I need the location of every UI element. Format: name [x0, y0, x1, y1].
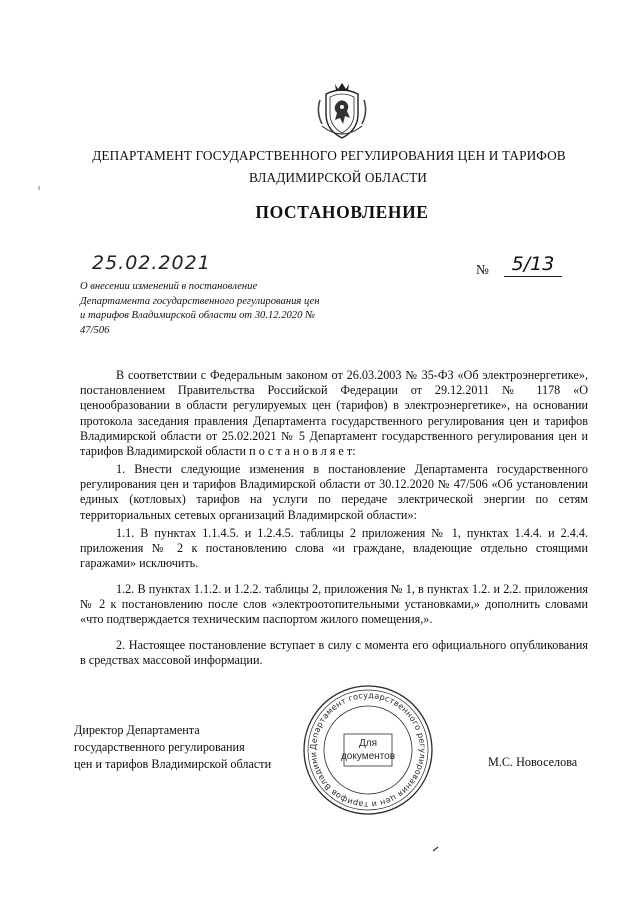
signer-name: М.С. Новоселова [488, 755, 578, 769]
seal-center-line1: Для [358, 738, 378, 749]
pen-mark [432, 839, 440, 845]
number-label: № [476, 262, 489, 277]
item-1-2-paragraph [80, 582, 588, 628]
preamble-paragraph [80, 368, 588, 459]
signer-position-line2: государственного регулирования [74, 740, 245, 754]
item-1-paragraph [80, 462, 588, 523]
margin-mark [38, 186, 40, 190]
signer-position-line3: цен и тарифов Владимирской области [74, 757, 272, 771]
item-2-paragraph [80, 638, 588, 668]
item-1-text: 1. Внести следующие изменения в постановление Департамента государственного регулирования цен и тарифов Владимирской области от 30.12.2020 № 47/506 «Об установлении единых (котловых) тарифов на услуги по передаче электрической энергии по сетям территориальных сетевых организаций Владимирской области»: [80, 462, 588, 522]
item-1-1-text: 1.1. В пунктах 1.1.4.5. и 1.2.4.5. таблицы 2 приложения № 1, пунктах 1.4.4. и 2.4.4. приложения № 2 к постановлению слова «и граждане, владеющие отдельно стоящими гаражами» исключить. [80, 526, 588, 571]
document-subject: О внесении изменений в постановление Департамента государственного регулирования цен и тарифов Владимирской области от 30.12.2020 № 47/506 [80, 281, 320, 336]
official-seal-stamp [300, 682, 436, 818]
coat-of-arms-icon [314, 80, 370, 142]
seal-ring-text: Департамент государственного регулирования цен и тарифов Владими [307, 689, 429, 811]
signer-position [74, 722, 304, 773]
document-number: 5/13 [504, 252, 562, 277]
department-name-line1: ДЕПАРТАМЕНТ ГОСУДАРСТВЕННОГО РЕГУЛИРОВАНИЯ ЦЕН И ТАРИФОВ [92, 148, 566, 163]
document-date: 25.02.2021 [92, 252, 211, 274]
document-type-title: ПОСТАНОВЛЕНИЕ [255, 202, 429, 222]
seal-center-line2: документов [340, 751, 396, 762]
decree-word: п о с т а н о в л я е т: [249, 444, 356, 459]
department-name-line2: ВЛАДИМИРСКОЙ ОБЛАСТИ [248, 170, 428, 185]
item-1-1-paragraph [80, 526, 588, 572]
item-2-text: 2. Настоящее постановление вступает в силу с момента его официального опубликования в средствах массовой информации. [80, 638, 588, 668]
preamble-text: В соответствии с Федеральным законом от 26.03.2003 № 35-ФЗ «Об электроэнергетике», постановлением Правительства Российской Федерации от 29.12.2011 № 1178 «О ценообразовании в области регулируемых цен (тарифов) в электроэнергетике», на основании протокола заседания правления Департамента государственного регулирования цен и тарифов Владимирской области от 25.02.2021 № 5 Департамент государственного регулирования цен и тарифов Владимирской области [80, 368, 588, 459]
signer-position-line1: Директор Департамента [74, 723, 200, 737]
item-1-2-text: 1.2. В пунктах 1.1.2. и 1.2.2. таблицы 2, приложения № 1, в пунктах 1.2. и 2.2. приложения № 2 к постановлению после слов «электроотопительными установками,» дополнить словами «что подтверждается техническим паспортом жилого помещения,». [80, 582, 588, 627]
